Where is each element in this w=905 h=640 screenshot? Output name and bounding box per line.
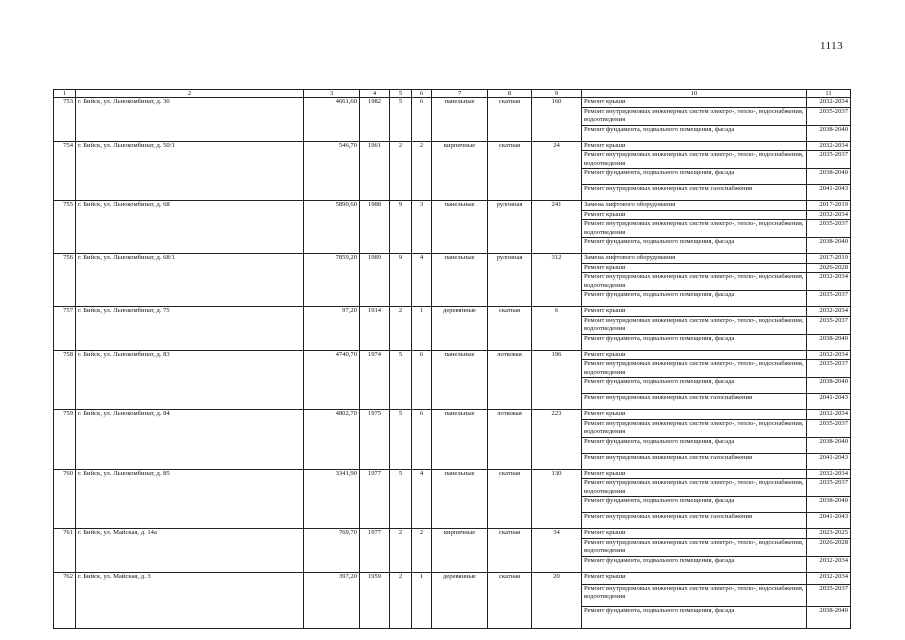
work-type-cell: Ремонт внутридомовых инженерных систем электро-, тепло-, водоснабжения, водоотведения (582, 584, 807, 606)
table-row (54, 350, 851, 360)
column-header: 6 (412, 90, 432, 98)
roof-cell: скатная (488, 469, 532, 529)
residents-cell: 20 (532, 572, 582, 628)
roof-cell: лотковая (488, 350, 532, 410)
residents-cell: 130 (532, 469, 582, 529)
work-type-cell: Ремонт фундамента, подвального помещения, фасада (582, 497, 807, 513)
walls-cell: деревянные (432, 572, 488, 628)
period-cell: 2041-2043 (807, 185, 851, 201)
period-cell: 2032-2034 (807, 556, 851, 572)
work-type-cell: Ремонт внутридомовых инженерных систем электро-, тепло-, водоснабжения, водоотведения (582, 316, 807, 334)
entrances-cell: 1 (412, 307, 432, 351)
work-type-cell: Ремонт внутридомовых инженерных систем электро-, тепло-, водоснабжения, водоотведения (582, 419, 807, 437)
work-type-cell: Ремонт фундамента, подвального помещения, фасада (582, 125, 807, 141)
walls-cell: панельные (432, 350, 488, 410)
table-row (54, 141, 851, 151)
period-cell: 2035-2037 (807, 479, 851, 497)
walls-cell: кирпичные (432, 529, 488, 573)
building-number-cell: 761 (54, 529, 76, 573)
period-cell: 2038-2040 (807, 169, 851, 185)
work-type-cell: Ремонт крыши (582, 529, 807, 539)
entrances-cell: 6 (412, 410, 432, 470)
building-number-cell: 755 (54, 201, 76, 254)
roof-cell: скатная (488, 529, 532, 573)
period-cell: 2041-2043 (807, 453, 851, 469)
residents-cell: 223 (532, 410, 582, 470)
table-row (54, 307, 851, 317)
period-cell: 2038-2040 (807, 606, 851, 628)
walls-cell: панельные (432, 254, 488, 307)
work-type-cell: Ремонт фундамента, подвального помещения, фасада (582, 378, 807, 394)
residents-cell: 312 (532, 254, 582, 307)
roof-cell: скатная (488, 98, 532, 142)
column-header: 10 (582, 90, 807, 98)
work-type-cell: Ремонт внутридомовых инженерных систем электро-, тепло-, водоснабжения, водоотведения (582, 273, 807, 291)
table-row (54, 572, 851, 584)
column-header: 8 (488, 90, 532, 98)
floors-cell: 9 (390, 201, 412, 254)
building-number-cell: 760 (54, 469, 76, 529)
address-cell: г. Бийск, ул. Льнокомбинат, д. 30 (76, 98, 304, 142)
floors-cell: 2 (390, 141, 412, 201)
work-type-cell: Ремонт фундамента, подвального помещения, фасада (582, 556, 807, 572)
period-cell: 2038-2040 (807, 125, 851, 141)
work-type-cell: Ремонт внутридомовых инженерных систем электро-, тепло-, водоснабжения, водоотведения (582, 479, 807, 497)
floors-cell: 2 (390, 307, 412, 351)
period-cell: 2038-2040 (807, 334, 851, 350)
walls-cell: панельные (432, 410, 488, 470)
walls-cell: панельные (432, 98, 488, 142)
work-type-cell: Ремонт фундамента, подвального помещения, фасада (582, 334, 807, 350)
work-type-cell: Ремонт внутридомовых инженерных систем электро-, тепло-, водоснабжения, водоотведения (582, 538, 807, 556)
work-type-cell: Ремонт крыши (582, 141, 807, 151)
entrances-cell: 4 (412, 254, 432, 307)
year-cell: 1959 (360, 572, 390, 628)
residents-cell: 34 (532, 529, 582, 573)
column-header: 9 (532, 90, 582, 98)
work-type-cell: Ремонт внутридомовых инженерных систем электро-, тепло-, водоснабжения, водоотведения (582, 220, 807, 238)
area-cell: 4802,70 (304, 410, 360, 470)
address-cell: г. Бийск, ул. Льнокомбинат, д. 84 (76, 410, 304, 470)
period-cell: 2032-2034 (807, 98, 851, 108)
table-row (54, 201, 851, 211)
building-number-cell: 759 (54, 410, 76, 470)
area-cell: 546,70 (304, 141, 360, 201)
period-cell: 2032-2034 (807, 273, 851, 291)
year-cell: 1975 (360, 410, 390, 470)
walls-cell: панельные (432, 469, 488, 529)
work-type-cell: Ремонт внутридомовых инженерных систем газоснабжения (582, 394, 807, 410)
period-cell: 2038-2040 (807, 437, 851, 453)
work-type-cell: Ремонт крыши (582, 98, 807, 108)
address-cell: г. Бийск, ул. Майская, д. 14а (76, 529, 304, 573)
work-type-cell: Ремонт крыши (582, 410, 807, 420)
floors-cell: 2 (390, 572, 412, 628)
period-cell: 2032-2034 (807, 210, 851, 220)
address-cell: г. Бийск, ул. Льнокомбинат, д. 68 (76, 201, 304, 254)
residents-cell: 241 (532, 201, 582, 254)
work-type-cell: Ремонт крыши (582, 263, 807, 273)
work-type-cell: Ремонт внутридомовых инженерных систем газоснабжения (582, 513, 807, 529)
work-type-cell: Ремонт крыши (582, 210, 807, 220)
work-type-cell: Ремонт крыши (582, 572, 807, 584)
entrances-cell: 4 (412, 469, 432, 529)
column-header: 5 (390, 90, 412, 98)
work-type-cell: Ремонт внутридомовых инженерных систем электро-, тепло-, водоснабжения, водоотведения (582, 107, 807, 125)
period-cell: 2026-2028 (807, 538, 851, 556)
walls-cell: деревянные (432, 307, 488, 351)
area-cell: 5890,60 (304, 201, 360, 254)
period-cell: 2041-2043 (807, 513, 851, 529)
roof-cell: скатная (488, 572, 532, 628)
period-cell: 2035-2037 (807, 360, 851, 378)
year-cell: 1988 (360, 201, 390, 254)
entrances-cell: 2 (412, 141, 432, 201)
page-number: 1113 (820, 40, 844, 52)
work-type-cell: Ремонт фундамента, подвального помещения, фасада (582, 291, 807, 307)
area-cell: 3341,90 (304, 469, 360, 529)
area-cell: 4661,60 (304, 98, 360, 142)
period-cell: 2032-2034 (807, 307, 851, 317)
entrances-cell: 6 (412, 350, 432, 410)
year-cell: 1982 (360, 98, 390, 142)
walls-cell: кирпичные (432, 141, 488, 201)
table-body (54, 98, 851, 629)
work-type-cell: Ремонт внутридомовых инженерных систем электро-, тепло-, водоснабжения, водоотведения (582, 151, 807, 169)
roof-cell: скатная (488, 307, 532, 351)
period-cell: 2032-2034 (807, 141, 851, 151)
period-cell: 2026-2028 (807, 263, 851, 273)
floors-cell: 9 (390, 254, 412, 307)
building-number-cell: 758 (54, 350, 76, 410)
column-header: 1 (54, 90, 76, 98)
roof-cell: скатная (488, 141, 532, 201)
period-cell: 2032-2034 (807, 410, 851, 420)
work-type-cell: Ремонт крыши (582, 307, 807, 317)
work-type-cell: Ремонт фундамента, подвального помещения, фасада (582, 238, 807, 254)
table-row (54, 254, 851, 264)
work-type-cell: Ремонт фундамента, подвального помещения, фасада (582, 606, 807, 628)
column-header: 7 (432, 90, 488, 98)
building-number-cell: 754 (54, 141, 76, 201)
entrances-cell: 1 (412, 572, 432, 628)
address-cell: г. Бийск, ул. Льнокомбинат, д. 85 (76, 469, 304, 529)
period-cell: 2035-2037 (807, 584, 851, 606)
entrances-cell: 2 (412, 529, 432, 573)
table-row (54, 529, 851, 539)
address-cell: г. Бийск, ул. Льнокомбинат, д. 83 (76, 350, 304, 410)
floors-cell: 2 (390, 529, 412, 573)
floors-cell: 5 (390, 350, 412, 410)
table-row (54, 98, 851, 108)
year-cell: 1989 (360, 254, 390, 307)
period-cell: 2023-2025 (807, 529, 851, 539)
work-type-cell: Ремонт фундамента, подвального помещения, фасада (582, 169, 807, 185)
period-cell: 2035-2037 (807, 220, 851, 238)
column-header: 4 (360, 90, 390, 98)
column-header: 11 (807, 90, 851, 98)
period-cell: 2035-2037 (807, 291, 851, 307)
roof-cell: лотковая (488, 410, 532, 470)
period-cell: 2035-2037 (807, 151, 851, 169)
work-type-cell: Ремонт фундамента, подвального помещения, фасада (582, 437, 807, 453)
entrances-cell: 6 (412, 98, 432, 142)
work-type-cell: Ремонт крыши (582, 350, 807, 360)
roof-cell: рулонная (488, 254, 532, 307)
address-cell: г. Бийск, ул. Льнокомбинат, д. 68/1 (76, 254, 304, 307)
period-cell: 2032-2034 (807, 572, 851, 584)
walls-cell: панельные (432, 201, 488, 254)
period-cell: 2035-2037 (807, 419, 851, 437)
residents-cell: 24 (532, 141, 582, 201)
year-cell: 1914 (360, 307, 390, 351)
work-type-cell: Замена лифтового оборудования (582, 254, 807, 264)
capital-repair-table (53, 89, 851, 629)
address-cell: г. Бийск, ул. Льнокомбинат, д. 75 (76, 307, 304, 351)
residents-cell: 196 (532, 350, 582, 410)
floors-cell: 5 (390, 469, 412, 529)
area-cell: 7859,20 (304, 254, 360, 307)
period-cell: 2038-2040 (807, 378, 851, 394)
year-cell: 1977 (360, 469, 390, 529)
year-cell: 1974 (360, 350, 390, 410)
table-row (54, 410, 851, 420)
period-cell: 2035-2037 (807, 316, 851, 334)
residents-cell: 6 (532, 307, 582, 351)
work-type-cell: Ремонт внутридомовых инженерных систем газоснабжения (582, 453, 807, 469)
building-number-cell: 753 (54, 98, 76, 142)
period-cell: 2017-2019 (807, 201, 851, 211)
column-header: 2 (76, 90, 304, 98)
period-cell: 2032-2034 (807, 469, 851, 479)
area-cell: 97,20 (304, 307, 360, 351)
address-cell: г. Бийск, ул. Майская, д. 3 (76, 572, 304, 628)
building-number-cell: 762 (54, 572, 76, 628)
roof-cell: рулонная (488, 201, 532, 254)
area-cell: 4740,70 (304, 350, 360, 410)
work-type-cell: Замена лифтового оборудования (582, 201, 807, 211)
building-number-cell: 757 (54, 307, 76, 351)
work-type-cell: Ремонт крыши (582, 469, 807, 479)
year-cell: 1961 (360, 141, 390, 201)
period-cell: 2038-2040 (807, 238, 851, 254)
floors-cell: 5 (390, 98, 412, 142)
work-type-cell: Ремонт внутридомовых инженерных систем электро-, тепло-, водоснабжения, водоотведения (582, 360, 807, 378)
year-cell: 1977 (360, 529, 390, 573)
area-cell: 397,20 (304, 572, 360, 628)
period-cell: 2017-2019 (807, 254, 851, 264)
period-cell: 2035-2037 (807, 107, 851, 125)
period-cell: 2041-2043 (807, 394, 851, 410)
address-cell: г. Бийск, ул. Льнокомбинат, д. 50/1 (76, 141, 304, 201)
entrances-cell: 3 (412, 201, 432, 254)
floors-cell: 5 (390, 410, 412, 470)
work-type-cell: Ремонт внутридомовых инженерных систем газоснабжения (582, 185, 807, 201)
area-cell: 769,70 (304, 529, 360, 573)
column-number-row (54, 90, 851, 98)
column-header: 3 (304, 90, 360, 98)
period-cell: 2032-2034 (807, 350, 851, 360)
building-number-cell: 756 (54, 254, 76, 307)
table-row (54, 469, 851, 479)
period-cell: 2038-2040 (807, 497, 851, 513)
residents-cell: 160 (532, 98, 582, 142)
